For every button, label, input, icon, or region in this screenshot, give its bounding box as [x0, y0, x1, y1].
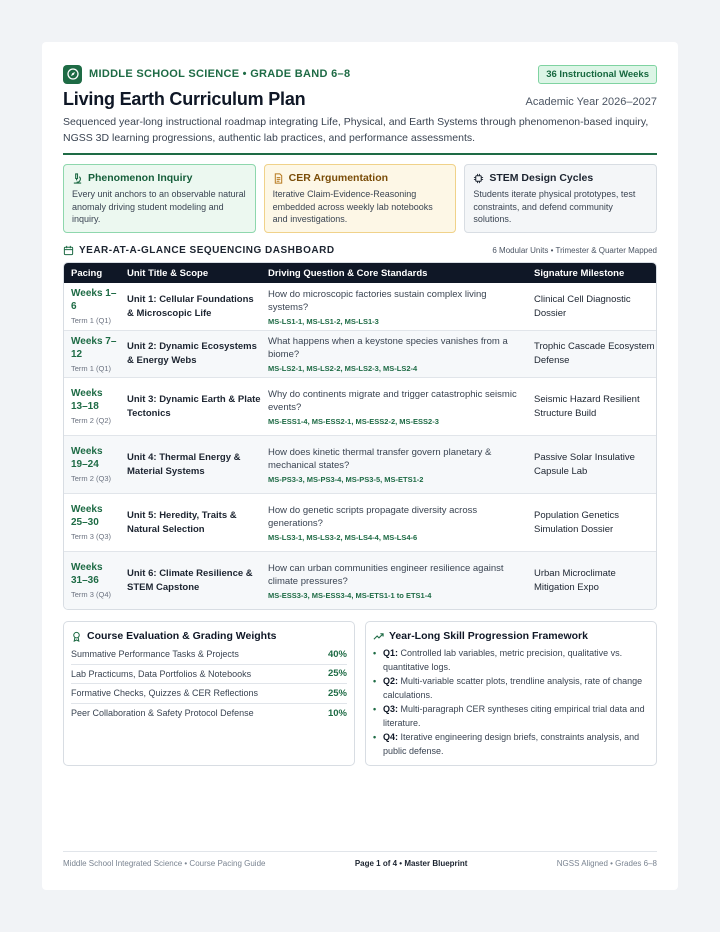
milestone: Population Genetics Simulation Dossier [534, 509, 620, 535]
page-content [63, 64, 657, 766]
weeks-label: Weeks 25–30 [71, 504, 103, 528]
card-body: Students iterate physical prototypes, test constraints, and defend community solutions. [473, 189, 636, 224]
table-row [64, 330, 656, 377]
grading-list [71, 645, 347, 723]
award-icon [71, 631, 82, 642]
term-label: Term 3 (Q4) [71, 590, 112, 599]
skills-list [373, 646, 649, 758]
bullet-icon: • [373, 676, 377, 686]
milestone: Clinical Cell Diagnostic Dossier [534, 293, 631, 319]
milestone: Trophic Cascade Ecosystem Defense [534, 341, 655, 366]
skill-quarter: Q3: [383, 704, 399, 714]
weeks-label: Weeks 13–18 [71, 388, 103, 412]
skills-title: Year-Long Skill Progression Framework [389, 630, 588, 642]
table-row [64, 435, 656, 493]
skill-text-wrap [383, 646, 649, 674]
bullet-icon: • [373, 648, 377, 658]
column-header: Unit Title & Scope [127, 267, 209, 279]
chip-icon [473, 173, 484, 184]
grade-weight: 25% [327, 668, 347, 680]
unit-title: Unit 3: Dynamic Earth & Plate Tectonics [127, 393, 261, 419]
schedule-section-header [63, 243, 657, 257]
weeks-label: Weeks 1–6 [71, 288, 117, 312]
unit-title: Unit 5: Heredity, Traits & Natural Selection [127, 509, 237, 535]
standards: MS-ESS3-3, MS-ESS3-4, MS-ETS1-1 to ETS1-4 [268, 590, 432, 600]
card-phenomenon-inquiry [63, 164, 256, 233]
card-head [72, 172, 247, 184]
schedule-title: YEAR-AT-A-GLANCE SEQUENCING DASHBOARD [79, 244, 335, 256]
column-header: Signature Milestone [534, 267, 625, 279]
grade-label: Peer Collaboration & Safety Protocol Defense [71, 708, 254, 719]
card-title: Phenomenon Inquiry [88, 172, 193, 184]
skill-item [373, 702, 649, 730]
schedule-title-group [63, 245, 335, 256]
milestone: Seismic Hazard Resilient Structure Build [534, 393, 640, 419]
card-head [273, 172, 448, 184]
skill-text-wrap [383, 674, 649, 702]
table-row [64, 283, 656, 330]
driving-question: How do genetic scripts propagate diversity across generations? [268, 504, 478, 529]
pacing-cell [64, 561, 121, 600]
compass-icon [63, 65, 82, 84]
driving-question: How does kinetic thermal transfer govern planetary & mechanical states? [268, 446, 492, 471]
question-cell [262, 388, 528, 426]
weeks-label: Weeks 31–36 [71, 562, 103, 586]
page [42, 42, 678, 890]
skill-text: Multi-paragraph CER syntheses citing empirical trial data and literature. [383, 704, 645, 728]
standards: MS-PS3-3, MS-PS3-4, MS-PS3-5, MS-ETS1-2 [268, 474, 424, 484]
skill-quarter: Q1: [383, 648, 399, 658]
academic-year: Academic Year 2026–2027 [525, 96, 657, 108]
grade-weight: 40% [327, 648, 347, 660]
skill-text-wrap [383, 730, 649, 758]
table-row [64, 493, 656, 551]
grading-panel [63, 621, 355, 766]
unit-title: Unit 4: Thermal Energy & Material Systems [127, 451, 241, 477]
grade-row [71, 704, 347, 724]
grade-weight: 10% [327, 707, 347, 719]
skill-quarter: Q2: [383, 676, 399, 686]
schedule-meta: 6 Modular Units • Trimester & Quarter Mapped [492, 245, 657, 255]
table-body [64, 283, 656, 609]
calendar-icon [63, 245, 74, 256]
pacing-cell [64, 503, 121, 542]
term-label: Term 2 (Q3) [71, 474, 112, 483]
skill-quarter: Q4: [383, 732, 399, 742]
weeks-badge: 36 Instructional Weeks [538, 65, 657, 84]
grade-weight: 25% [327, 687, 347, 699]
question-cell [262, 504, 528, 542]
header-divider [63, 153, 657, 155]
pacing-cell [64, 287, 121, 326]
question-cell [262, 446, 528, 484]
driving-question: How can urban communities engineer resilience against climate pressures? [268, 562, 504, 587]
card-title: STEM Design Cycles [489, 172, 594, 184]
bottom-panels [63, 621, 657, 766]
brand-label: MIDDLE SCHOOL SCIENCE • GRADE BAND 6–8 [89, 68, 351, 80]
bullet-icon: • [373, 732, 377, 742]
question-cell [262, 288, 528, 326]
weeks-label: Weeks 7–12 [71, 335, 117, 360]
skill-item [373, 646, 649, 674]
page-footer [63, 851, 657, 868]
pillar-cards [63, 164, 657, 233]
question-cell [262, 562, 528, 600]
table-row [64, 551, 656, 609]
skill-text: Controlled lab variables, metric precision, qualitative vs. quantitative logs. [383, 648, 623, 672]
grade-label: Summative Performance Tasks & Projects [71, 649, 239, 660]
skills-panel-head [373, 630, 649, 642]
footer-page-number: Page 1 of 4 • Master Blueprint [354, 859, 468, 868]
term-label: Term 2 (Q2) [71, 416, 112, 425]
pacing-cell [64, 387, 121, 426]
card-body: Every unit anchors to an observable natural anomaly driving student modeling and inquiry. [72, 189, 246, 224]
driving-question: How do microscopic factories sustain complex living systems? [268, 288, 487, 313]
milestone: Passive Solar Insulative Capsule Lab [534, 451, 635, 477]
skill-item [373, 730, 649, 758]
pacing-cell [64, 445, 121, 484]
header-top [63, 64, 657, 84]
question-cell [262, 335, 528, 373]
card-stem-design-cycles [464, 164, 657, 233]
standards: MS-ESS1-4, MS-ESS2-1, MS-ESS2-2, MS-ESS2-3 [268, 416, 439, 426]
bullet-icon: • [373, 704, 377, 714]
driving-question: Why do continents migrate and trigger catastrophic seismic events? [268, 388, 517, 413]
driving-question: What happens when a keystone species vanishes from a biome? [268, 336, 508, 360]
term-label: Term 3 (Q3) [71, 532, 112, 541]
grading-title: Course Evaluation & Grading Weights [87, 630, 277, 642]
unit-title: Unit 1: Cellular Foundations & Microscopic Life [127, 293, 254, 319]
unit-title: Unit 2: Dynamic Ecosystems & Energy Webs [127, 341, 257, 366]
table-header [64, 263, 656, 283]
document-icon [273, 173, 284, 184]
microscope-icon [72, 173, 83, 184]
card-cer-argumentation [264, 164, 457, 233]
grade-label: Formative Checks, Quizzes & CER Reflections [71, 688, 259, 699]
grade-row [71, 684, 347, 704]
title-row [63, 89, 657, 110]
standards: MS-LS3-1, MS-LS3-2, MS-LS4-4, MS-LS4-6 [268, 532, 418, 542]
skills-panel [365, 621, 657, 766]
pacing-cell [64, 335, 121, 374]
grade-row [71, 645, 347, 665]
weeks-label: Weeks 19–24 [71, 446, 103, 470]
term-label: Term 1 (Q1) [71, 316, 112, 325]
grade-row [71, 665, 347, 685]
trend-up-icon [373, 631, 384, 642]
grading-panel-head [71, 630, 347, 642]
skill-item [373, 674, 649, 702]
footer-right: NGSS Aligned • Grades 6–8 [556, 859, 657, 868]
column-header: Pacing [71, 267, 103, 279]
grade-label: Lab Practicums, Data Portfolios & Notebooks [71, 668, 252, 679]
card-head [473, 172, 648, 184]
standards: MS-LS2-1, MS-LS2-2, MS-LS2-3, MS-LS2-4 [268, 364, 418, 373]
brand [63, 65, 350, 84]
schedule-table [63, 262, 657, 610]
skill-text-wrap [383, 702, 649, 730]
table-row [64, 377, 656, 435]
term-label: Term 1 (Q1) [71, 363, 112, 373]
unit-title: Unit 6: Climate Resilience & STEM Capstone [127, 567, 253, 593]
skill-text: Multi-variable scatter plots, trendline analysis, rate of change calculations. [383, 676, 643, 700]
card-title: CER Argumentation [288, 172, 389, 184]
page-subtitle: Sequenced year-long instructional roadmap integrating Life, Physical, and Earth Systems through phenomenon-based inquiry, NGSS 3D learning progressions, authentic lab practices, and performance assessments. [63, 116, 649, 144]
column-header: Driving Question & Core Standards [268, 267, 428, 279]
page-title: Living Earth Curriculum Plan [63, 89, 306, 109]
milestone: Urban Microclimate Mitigation Expo [534, 567, 616, 593]
card-body: Iterative Claim-Evidence-Reasoning embedded across weekly lab notebooks and investigations. [272, 189, 433, 224]
standards: MS-LS1-1, MS-LS1-2, MS-LS1-3 [268, 316, 379, 326]
footer-left: Middle School Integrated Science • Course Pacing Guide [63, 859, 266, 868]
skill-text: Iterative engineering design briefs, constraints analysis, and public defense. [383, 732, 640, 756]
